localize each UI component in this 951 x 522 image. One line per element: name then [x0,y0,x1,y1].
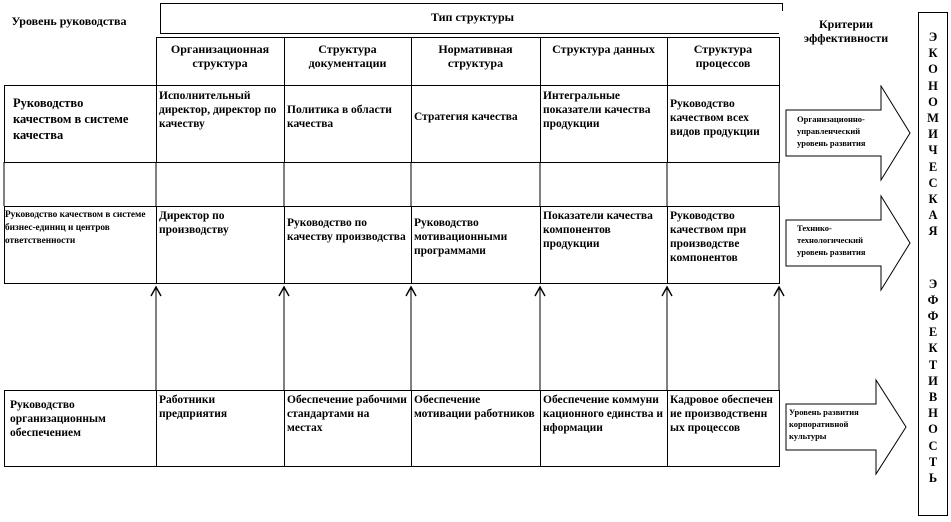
grid-line [284,85,285,163]
row-2-cell-norm: Руководство мотивационными программами [414,217,508,257]
criterion-label-2: Технико-технологический уровень развития [797,223,866,257]
side-label-letter: Е [928,325,938,340]
grid-line [156,37,779,38]
criterion-label-3: Уровень развития корпоративной культуры [789,407,859,441]
side-label-letter: Ч [928,143,938,158]
row-3-cell-norm: Обеспечение мотивации работников [414,394,535,420]
grid-line [156,206,157,284]
column-header-process: Структура процессов [693,42,753,70]
level-header-cell [4,5,157,85]
grid-line [156,390,157,467]
side-label-letter: И [928,373,938,388]
column-header-docs: Структура документации [308,42,387,70]
grid-line [411,85,412,163]
side-label-letter: Я [928,224,938,239]
side-label-letter: Э [928,30,938,44]
row-1-cell-org: Исполнительный директор, директор по качеству [159,90,277,130]
economic-efficiency-box [918,12,948,516]
side-label-letter: Е [928,159,938,174]
grid-line [667,390,668,467]
row-2-cell-org: Директор по производству [159,210,229,236]
row-1-cell-norm: Стратегия качества [414,111,518,123]
grid-line [667,85,668,163]
row-2-cell-data: Показатели качества компонентов продукции [543,210,653,250]
side-label-letter: И [928,127,938,142]
grid-line [540,390,541,467]
level-header: Уровень руководства [11,14,127,28]
side-label-letter: Ь [928,471,938,486]
side-label-letter: К [928,341,938,356]
side-label-letter: Т [928,357,938,372]
side-label-letter: Т [928,454,938,469]
row-2-cell-process: Руководство качеством при производстве компонентов [670,210,747,264]
grid-line [779,37,780,85]
row-3-cell-data: Обеспечение коммуникационного единства информации [543,394,664,434]
grid-line [540,85,541,163]
type-header: Тип структуры [430,10,515,24]
side-label-letter: С [928,438,938,453]
side-label-letter: А [928,208,938,223]
side-label-letter: М [927,111,939,126]
grid-line [411,390,412,467]
side-label-letter: Н [928,406,938,421]
column-header-norm: Нормативная структура [438,42,513,70]
side-label-letter: Ф [927,309,939,324]
grid-line [284,390,285,467]
column-header-org: Организационная структура [170,42,270,70]
type-header-box [160,3,783,34]
side-label-letter: О [928,62,938,77]
side-label-letter: Н [928,78,938,93]
grid-line [540,206,541,284]
side-label-letter: Э [928,276,938,291]
row-1-cell-process: Руководство качеством всех видов продукции [670,98,760,138]
row-3-level: Руководство организационным обеспечением [10,399,106,439]
side-label-letter: В [928,390,938,405]
grid-line [667,206,668,284]
criteria-header: Критерии эффективности [803,17,889,45]
economic-efficiency-label [919,13,947,486]
side-label-letter: О [928,422,938,437]
criteria-header-cell [779,11,913,85]
side-label-letter: С [928,175,938,190]
row-2-level: Руководство качеством в системе бизнес-единиц и центров ответственности [5,210,146,246]
row-1-cell-data: Интегральные показатели качества продукции [543,90,651,130]
grid-line [284,206,285,284]
side-label-letter: К [928,192,938,207]
row-3-cell-docs: Обеспечение рабочими стандартами на местах [287,394,407,434]
row-2-cell-docs: Руководство по качеству производства [287,217,406,243]
column-header-data: Структура данных [552,42,655,56]
side-label-letter: Ф [927,292,939,307]
row-1-cell-docs: Политика в области качества [287,104,392,130]
side-label-letter: К [928,46,938,61]
row-3-cell-process: Кадровое обеспечение производственных процессов [670,394,773,434]
side-label-letter: О [928,94,938,109]
grid-line [411,206,412,284]
row-3-cell-org: Работники предприятия [159,394,228,420]
criterion-label-1: Организационно-управленческий уровень развития [797,114,866,148]
row-1-level: Руководство качеством в системе качества [13,96,129,142]
grid-line [156,85,157,163]
